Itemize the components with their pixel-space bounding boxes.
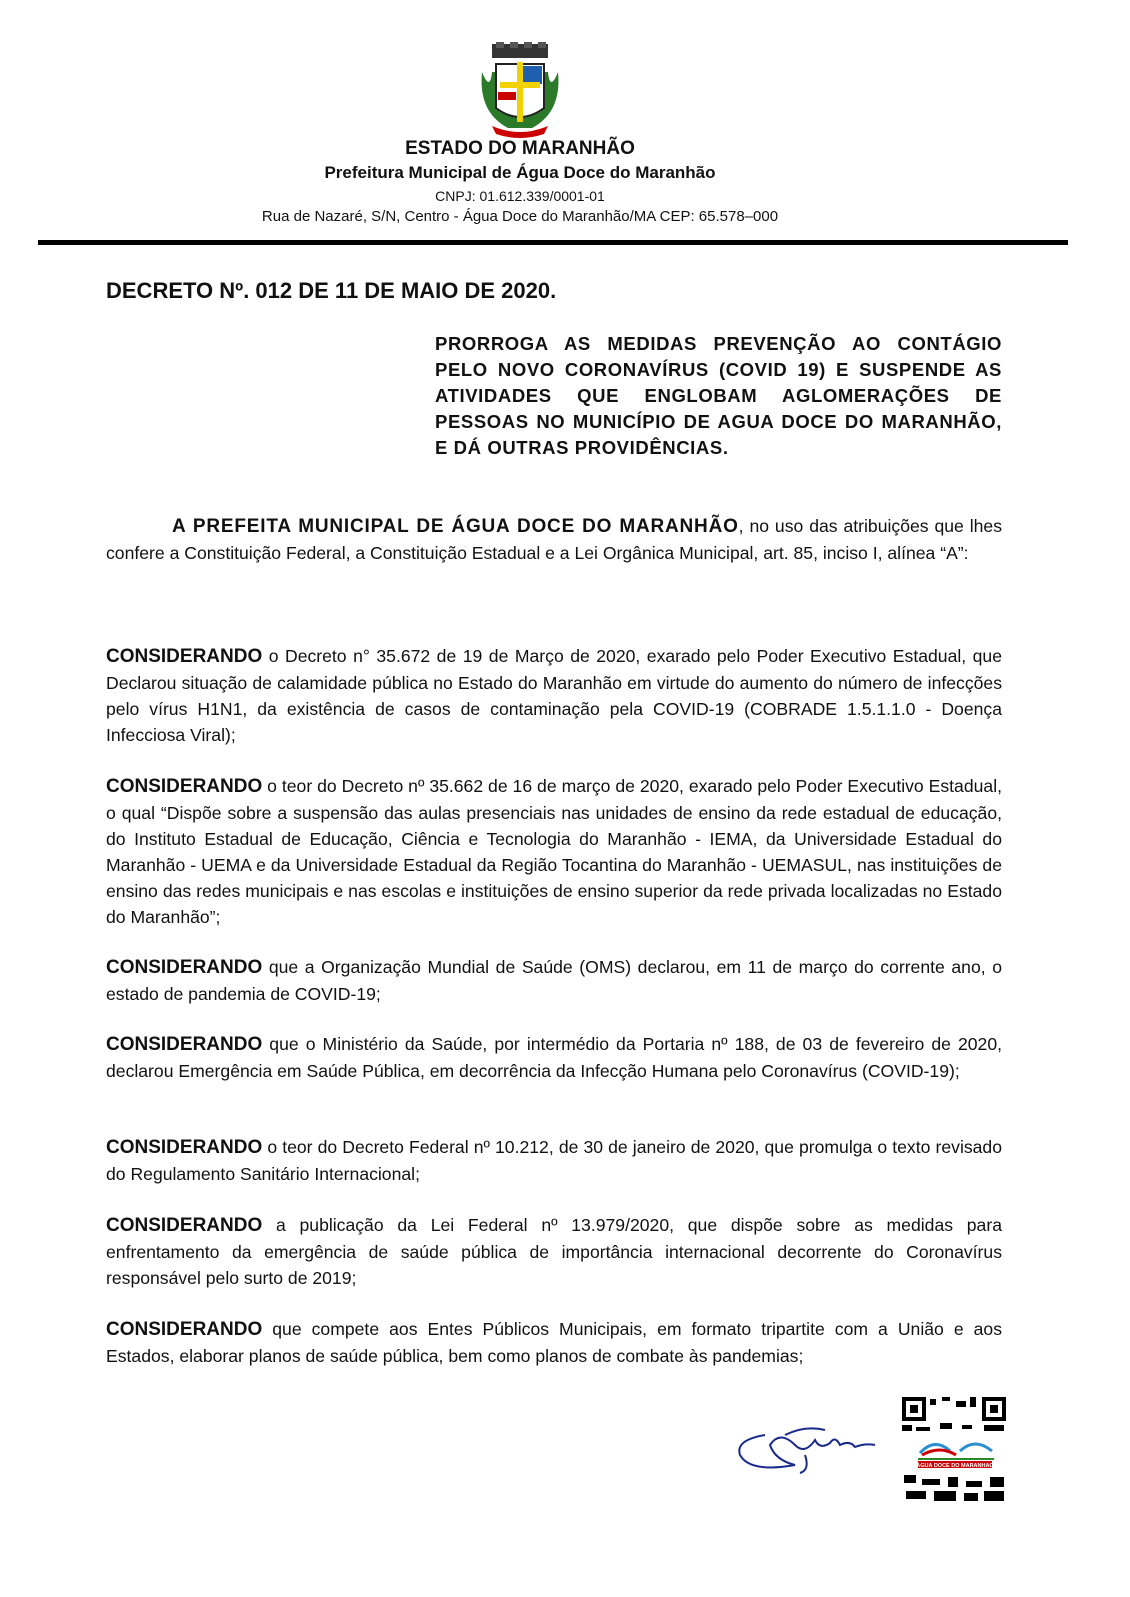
qr-code <box>900 1395 1008 1503</box>
considerando-lead: CONSIDERANDO <box>106 1215 263 1236</box>
municipality-heading: Prefeitura Municipal de Água Doce do Maranhão <box>324 163 716 182</box>
considerando-4 <box>106 1031 1002 1084</box>
intro-text: , no uso das atribuições que lhes confere a Constituição Federal, a Constituição Estadual e a Lei Orgânica Municipal, art. 85, inciso I, alínea “A”: <box>106 516 1002 563</box>
address: Rua de Nazaré, S/N, Centro - Água Doce do Maranhão/MA CEP: 65.578–000 <box>261 208 779 225</box>
intro-lead: A PREFEITA MUNICIPAL DE ÁGUA DOCE DO MARANHÃO <box>172 516 739 537</box>
svg-text:AGUA DOCE DO MARANHAO: AGUA DOCE DO MARANHAO <box>916 1463 994 1469</box>
considerando-text: que o Ministério da Saúde, por intermédio da Portaria nº 188, de 03 de fevereiro de 2020, declarou Emergência em Saúde Pública, em decorrência da Infecção Humana pelo Coronavírus (COVID-19); <box>106 1034 1002 1081</box>
handwritten-signature <box>735 1415 885 1475</box>
considerando-5 <box>106 1134 1002 1187</box>
intro-paragraph <box>106 513 1002 566</box>
considerando-lead: CONSIDERANDO <box>106 1034 263 1055</box>
considerando-lead: CONSIDERANDO <box>106 776 263 797</box>
considerando-lead: CONSIDERANDO <box>106 957 263 978</box>
cnpj: CNPJ: 01.612.339/0001-01 <box>435 188 605 204</box>
decree-summary: PRORROGA AS MEDIDAS PREVENÇÃO AO CONTÁGIO PELO NOVO CORONAVÍRUS (COVID 19) E SUSPENDE AS ATIVIDADES QUE ENGLOBAM AGLOMERAÇÕES DE PESSOAS NO MUNICÍPIO DE AGUA DOCE DO MARANHÃO, E DÁ OUTRAS PROVIDÊNCIAS. <box>435 333 1002 458</box>
state-heading: ESTADO DO MARANHÃO <box>405 138 635 159</box>
considerando-text: que compete aos Entes Públicos Municipais, em formato tripartite com a União e aos Estados, elaborar planos de saúde pública, bem como planos de combate às pandemias; <box>106 1319 1002 1366</box>
considerando-2 <box>106 773 1002 930</box>
considerando-text: o Decreto n° 35.672 de 19 de Março de 2020, exarado pelo Poder Executivo Estadual, que Declarou situação de calamidade pública no Estado do Maranhão em virtude do aumento do número de infecções pelo vírus H1N1, da existência de casos de contaminação pela COVID-19 (COBRADE 1.5.1.1.0 - Doença Infecciosa Viral); <box>106 646 1002 745</box>
considerando-lead: CONSIDERANDO <box>106 646 263 667</box>
considerando-6 <box>106 1212 1002 1291</box>
decree-title: DECRETO Nº. 012 DE 11 DE MAIO DE 2020. <box>106 278 557 303</box>
municipal-coat-of-arms <box>478 42 562 142</box>
considerando-3 <box>106 954 1002 1007</box>
considerando-lead: CONSIDERANDO <box>106 1319 263 1340</box>
considerando-text: o teor do Decreto nº 35.662 de 16 de março de 2020, exarado pelo Poder Executivo Estadual, o qual “Dispõe sobre a suspensão das aulas presenciais nas unidades de ensino da rede estadual de educação, do Instituto Estadual de Educação, Ciência e Tecnologia do Maranhão - IEMA, da Universidade Estadual do Maranhão - UEMA e da Universidade Estadual da Região Tocantina do Maranhão - UEMASUL, nas instituições de ensino das redes municipais e nas escolas e instituições de ensino superior da rede privada localizadas no Estado do Maranhão”; <box>106 776 1002 927</box>
header-divider <box>38 240 1068 245</box>
considerando-text: a publicação da Lei Federal nº 13.979/2020, que dispõe sobre as medidas para enfrentamento da emergência de saúde pública de importância internacional decorrente do Coronavírus responsável pelo surto de 2019; <box>106 1215 1002 1288</box>
considerando-1 <box>106 643 1002 748</box>
considerando-text: que a Organização Mundial de Saúde (OMS) declarou, em 11 de março do corrente ano, o estado de pandemia de COVID-19; <box>106 957 1002 1004</box>
considerando-lead: CONSIDERANDO <box>106 1137 263 1158</box>
considerando-7 <box>106 1316 1002 1369</box>
considerando-text: o teor do Decreto Federal nº 10.212, de 30 de janeiro de 2020, que promulga o texto revisado do Regulamento Sanitário Internacional; <box>106 1137 1002 1184</box>
